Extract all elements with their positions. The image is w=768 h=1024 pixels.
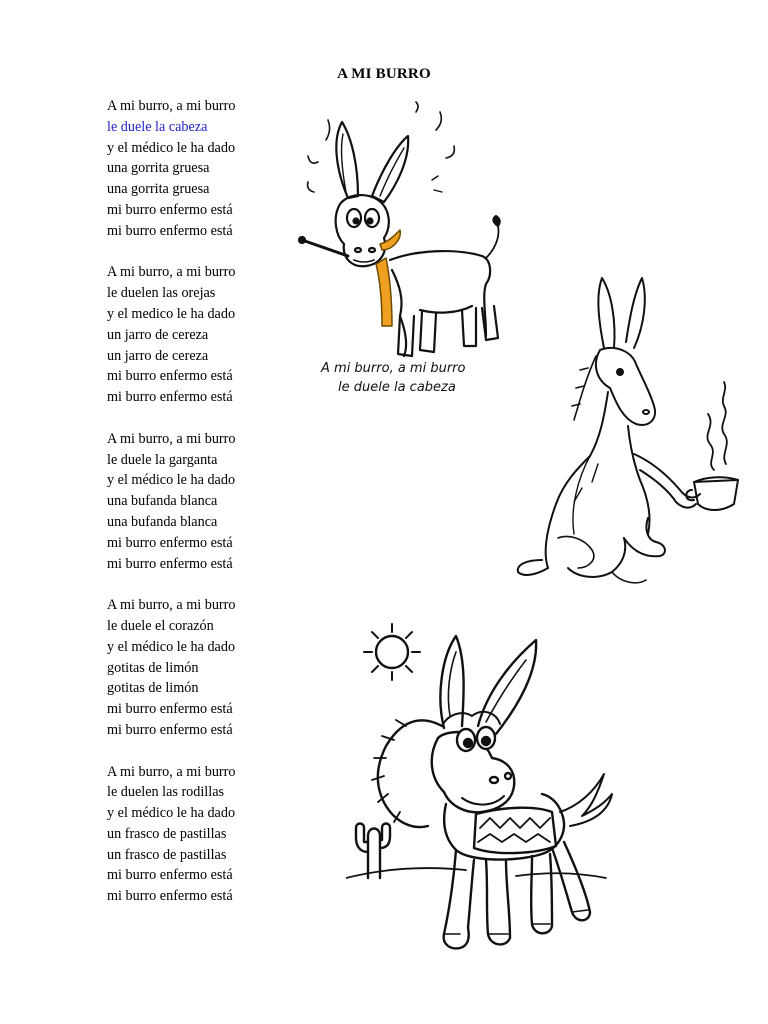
poem-line: A mi burro, a mi burro xyxy=(107,597,236,614)
poem-line: un frasco de pastillas xyxy=(107,846,227,863)
poem-line: mi burro enfermo está xyxy=(107,701,233,718)
stanza-5 xyxy=(107,762,307,908)
poem-line-highlighted: le duele la cabeza xyxy=(107,118,208,135)
poem-line: A mi burro, a mi burro xyxy=(107,430,236,447)
poem-line: mi burro enfermo está xyxy=(107,721,233,738)
poem-line: una bufanda blanca xyxy=(107,513,218,530)
poem-line: le duelen las rodillas xyxy=(107,784,225,801)
poem xyxy=(107,96,307,928)
donkey-with-cup-illustration xyxy=(508,268,746,594)
poem-line: y el médico le ha dado xyxy=(107,139,236,156)
page-title: A MI BURRO xyxy=(337,66,431,82)
poem-line: gotitas de limón xyxy=(107,659,199,676)
poem-line: una gorrita gruesa xyxy=(107,160,210,177)
poem-line: y el médico le ha dado xyxy=(107,805,236,822)
poem-line: mi burro enfermo está xyxy=(107,867,233,884)
stanza-3 xyxy=(107,429,307,575)
poem-line: una gorrita gruesa xyxy=(107,181,210,198)
poem-line: le duele la garganta xyxy=(107,451,218,468)
sick-donkey-illustration xyxy=(296,100,506,400)
poem-line: mi burro enfermo está xyxy=(107,222,233,239)
poem-line: gotitas de limón xyxy=(107,680,199,697)
poem-line: mi burro enfermo está xyxy=(107,389,233,406)
poem-line: un jarro de cereza xyxy=(107,326,209,343)
illustration-caption-line-1: A mi burro, a mi burro xyxy=(321,361,466,376)
poem-line: A mi burro, a mi burro xyxy=(107,98,236,114)
poem-line: A mi burro, a mi burro xyxy=(107,264,236,281)
sun-icon xyxy=(364,624,420,680)
poem-line: mi burro enfermo está xyxy=(107,201,233,218)
stanza-1 xyxy=(107,96,307,242)
poem-line: le duelen las orejas xyxy=(107,285,216,302)
poem-line: mi burro enfermo está xyxy=(107,534,233,551)
illustration-caption-line-2: le duele la cabeza xyxy=(338,380,456,395)
poem-line: mi burro enfermo está xyxy=(107,368,233,385)
happy-donkey-illustration xyxy=(346,616,636,976)
poem-line: un frasco de pastillas xyxy=(107,825,227,842)
poem-line: un jarro de cereza xyxy=(107,347,209,364)
poem-line: A mi burro, a mi burro xyxy=(107,763,236,780)
poem-line: le duele el corazón xyxy=(107,617,214,634)
cactus-icon xyxy=(356,824,390,879)
poem-line: mi burro enfermo está xyxy=(107,888,233,905)
stanza-2 xyxy=(107,262,307,408)
poem-line: y el médico le ha dado xyxy=(107,638,236,655)
poem-line: y el médico le ha dado xyxy=(107,472,236,489)
poem-line: una bufanda blanca xyxy=(107,493,218,510)
poem-line: y el medico le ha dado xyxy=(107,305,236,322)
stanza-4 xyxy=(107,595,307,741)
poem-line: mi burro enfermo está xyxy=(107,555,233,572)
